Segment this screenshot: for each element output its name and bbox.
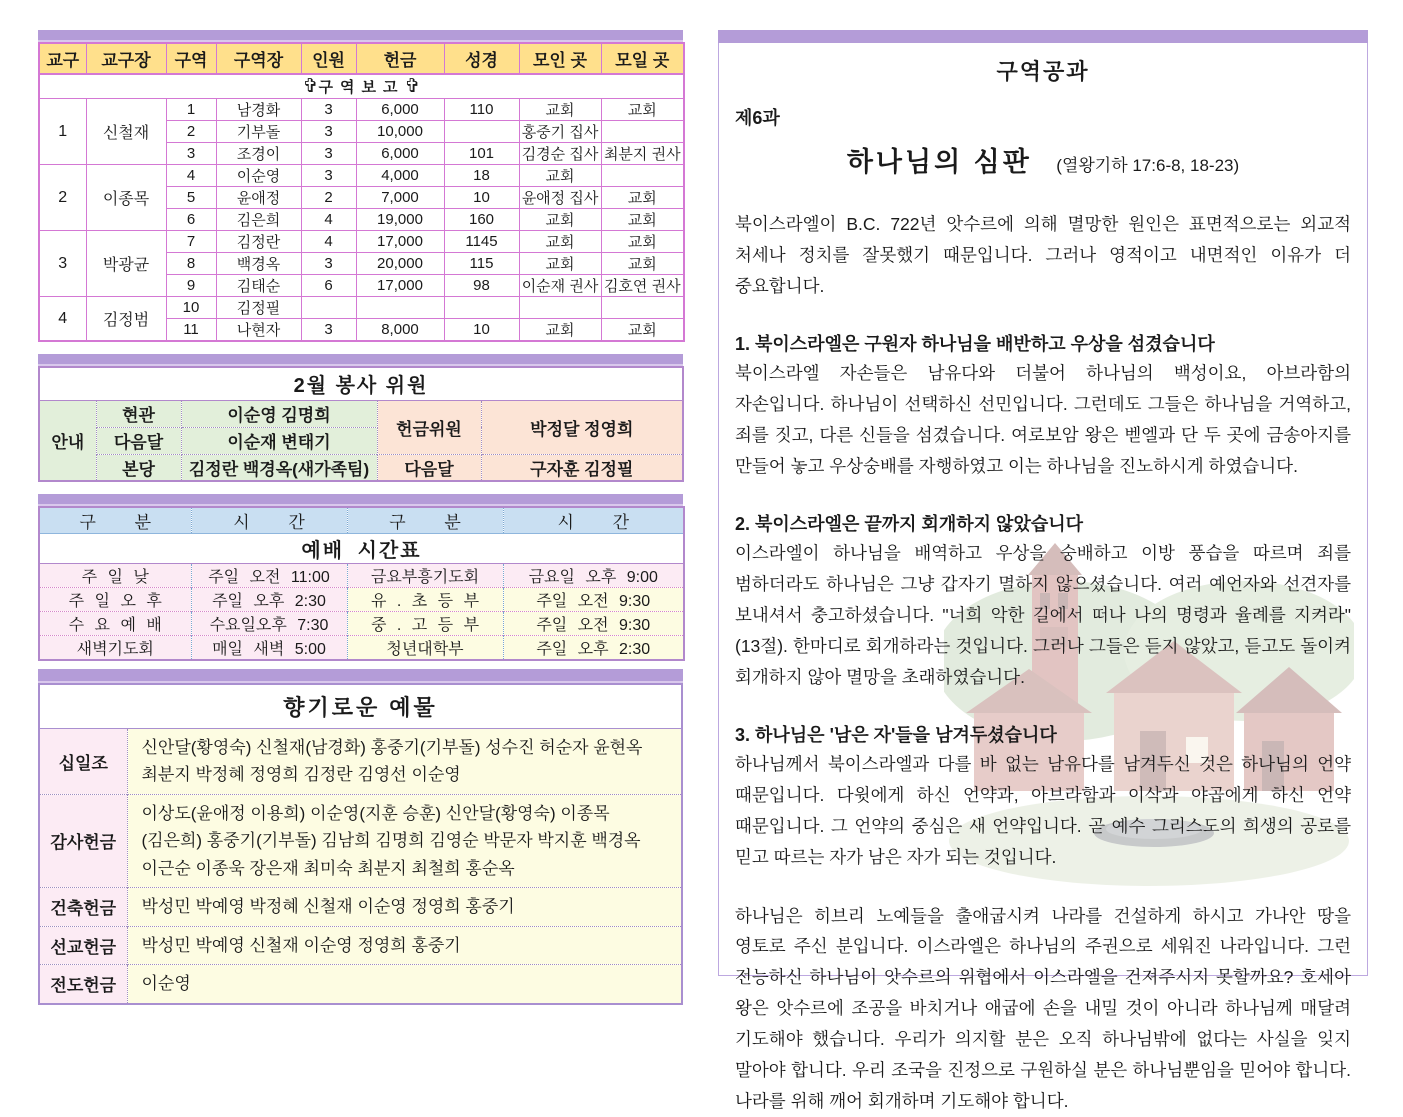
report-cell: 4,000 (356, 165, 444, 187)
divider-bar (38, 669, 683, 683)
report-cell: 3 (301, 253, 356, 275)
report-cell: 교회 (519, 165, 601, 187)
report-cell: 6 (166, 209, 216, 231)
report-cell: 교회 (601, 187, 684, 209)
schedule-cell: 수 요 예 배 (39, 612, 191, 636)
offering-names: 신안달(황영숙) 신철재(남경화) 홍중기(기부돌) 성수진 허순자 윤현옥 최분지 박정혜 정영희 김정란 김영선 이순영 (127, 728, 682, 794)
schedule-row (39, 612, 684, 636)
offering-names: 이상도(윤애정 이용희) 이순영(지훈 승훈) 신안달(황영숙) 이종목(김은희) 홍중기(기부돌) 김남희 김명희 김영순 박문자 박지훈 백경옥 이근순 이종욱 장은재 최미숙 최분지 최철희 홍순옥 (127, 794, 682, 888)
offering-label: 전도헌금 (39, 965, 127, 1004)
schedule-cell: 주 일 낮 (39, 564, 191, 588)
schedule-column-header: 시 간 (191, 507, 347, 534)
report-column-header: 교구 (39, 43, 86, 74)
district-report-table (38, 42, 685, 342)
report-row (39, 99, 684, 121)
schedule-cell: 금요부흥기도회 (347, 564, 503, 588)
schedule-header-row (39, 507, 684, 534)
report-cell: 윤애정 (216, 187, 301, 209)
schedule-title: 예배 시간표 (39, 534, 684, 564)
report-cell: 4 (166, 165, 216, 187)
report-cell: 101 (444, 143, 519, 165)
report-cell: 9 (166, 275, 216, 297)
schedule-cell: 수요일오후 7:30 (191, 612, 347, 636)
divider-bar (718, 30, 1368, 43)
service-next-names: 구자훈 김정필 (481, 454, 683, 481)
report-cell: 교회 (601, 253, 684, 275)
report-title (39, 74, 684, 99)
schedule-cell: 주일 오후 2:30 (503, 636, 684, 661)
report-row (39, 231, 684, 253)
report-cell: 최분지 권사 (601, 143, 684, 165)
schedule-column-header: 구 분 (39, 507, 191, 534)
report-cell: 윤애정 집사 (519, 187, 601, 209)
offering-names: 박성민 박예영 박정혜 신철재 이순영 정영희 홍중기 (127, 888, 682, 927)
report-cell: 교회 (519, 99, 601, 121)
report-cell: 3 (301, 99, 356, 121)
offering-row (39, 888, 682, 927)
offerings-title: 향기로운 예물 (39, 684, 682, 728)
report-cell: 교회 (601, 209, 684, 231)
report-cell: 160 (444, 209, 519, 231)
district-leader: 박광균 (86, 231, 166, 297)
report-cell: 2 (301, 187, 356, 209)
report-cell: 20,000 (356, 253, 444, 275)
report-cell: 나현자 (216, 319, 301, 342)
report-cell (444, 121, 519, 143)
left-column (38, 30, 683, 1005)
report-cell (601, 165, 684, 187)
report-cell: 8 (166, 253, 216, 275)
report-cell: 백경옥 (216, 253, 301, 275)
schedule-column-header: 구 분 (347, 507, 503, 534)
schedule-row (39, 564, 684, 588)
district-number: 2 (39, 165, 86, 231)
report-cell: 김태순 (216, 275, 301, 297)
report-cell: 김은희 (216, 209, 301, 231)
section-body: 이스라엘이 하나님을 배역하고 우상을 숭배하고 이방 풍습을 따르며 죄를 범하더라도 하나님은 그냥 갑자기 멸하지 않으셨습니다. 여러 예언자와 선견자를 보내셔서 충고하셨습니다. "너희 악한 길에서 떠나 나의 명령과 율례를 지켜라"(13절). 한마디로 회개하라는 것입니다. 그러나 그들은 듣지 않았고, 듣고도 돌이켜 회개하지 않아 멸망을 초래하였습니다. (735, 538, 1351, 693)
report-cell: 6,000 (356, 99, 444, 121)
report-cell: 98 (444, 275, 519, 297)
schedule-row (39, 636, 684, 661)
page-title: 구역공과 (735, 55, 1351, 86)
report-cell: 3 (166, 143, 216, 165)
report-column-header: 성경 (444, 43, 519, 74)
report-cell: 11 (166, 319, 216, 342)
section-body: 하나님께서 북이스라엘과 다를 바 없는 남유다를 남겨두신 것은 하나님의 언약 때문입니다. 다윗에게 하신 언약과, 아브라함과 이삭과 야곱에게 하신 언약 때문입니다. 그 언약의 중심은 새 언약입니다. 곧 예수 그리스도의 희생의 공로를 믿고 따르는 자가 남은 자가 되는 것입니다. (735, 749, 1351, 873)
report-cell (301, 297, 356, 319)
section-heading: 2. 북이스라엘은 끝까지 회개하지 않았습니다 (735, 510, 1351, 536)
section-heading: 1. 북이스라엘은 구원자 하나님을 배반하고 우상을 섬겼습니다 (735, 330, 1351, 356)
district-number: 3 (39, 231, 86, 297)
offering-committee-names: 박정달 정영희 (481, 400, 683, 454)
table-row (39, 454, 683, 481)
worship-schedule-table (38, 506, 685, 661)
report-cell: 교회 (519, 209, 601, 231)
report-cell: 19,000 (356, 209, 444, 231)
table-row (39, 43, 684, 74)
schedule-cell: 주일 오전 9:30 (503, 588, 684, 612)
report-cell: 김정란 (216, 231, 301, 253)
offering-committee-label: 헌금위원 (377, 400, 481, 454)
report-row (39, 165, 684, 187)
report-cell: 조경이 (216, 143, 301, 165)
schedule-cell: 주일 오전 11:00 (191, 564, 347, 588)
offerings-table (38, 683, 683, 1005)
schedule-cell: 금요일 오후 9:00 (503, 564, 684, 588)
district-leader: 신철재 (86, 99, 166, 165)
report-cell: 18 (444, 165, 519, 187)
lesson-closing: 하나님은 히브리 노예들을 출애굽시켜 나라를 건설하게 하시고 가나안 땅을 영토로 주신 분입니다. 이스라엘은 하나님의 주권으로 세워진 나라입니다. 그런 전능하신 하나님이 앗수르의 위협에서 이스라엘을 건져주시지 못할까요? 호세아 왕은 앗수르에 조공을 바치거나 애굽에 손을 내밀 것이 아니라 하나님께 매달려 기도해야 했습니다. 우리가 의지할 분은 오직 하나님밖에 없다는 사실을 잊지 말아야 합니다. 우리 조국을 진정으로 구원하실 분은 하나님뿐임을 믿어야 합니다. 나라를 위해 깨어 회개하며 기도해야 합니다. (735, 901, 1351, 1117)
lesson-page (718, 30, 1368, 976)
district-leader: 김정범 (86, 297, 166, 342)
report-cell: 3 (301, 143, 356, 165)
schedule-row (39, 588, 684, 612)
report-cell: 10 (444, 319, 519, 342)
schedule-title-row (39, 534, 684, 564)
offering-label: 십일조 (39, 728, 127, 794)
report-cell: 교회 (519, 319, 601, 342)
report-cell: 2 (166, 121, 216, 143)
report-cell: 7 (166, 231, 216, 253)
report-cell: 홍중기 집사 (519, 121, 601, 143)
schedule-cell: 청년대학부 (347, 636, 503, 661)
offering-row (39, 965, 682, 1004)
report-cell: 교회 (519, 253, 601, 275)
report-cell: 115 (444, 253, 519, 275)
report-cell: 교회 (601, 231, 684, 253)
report-cell: 교회 (519, 231, 601, 253)
service-slot: 다음달 (96, 427, 181, 454)
report-cell: 10,000 (356, 121, 444, 143)
schedule-cell: 주 일 오 후 (39, 588, 191, 612)
report-column-header: 모인 곳 (519, 43, 601, 74)
report-cell: 김호연 권사 (601, 275, 684, 297)
offering-label: 감사헌금 (39, 794, 127, 888)
district-number: 1 (39, 99, 86, 165)
report-cell: 17,000 (356, 275, 444, 297)
report-cell: 6 (301, 275, 356, 297)
service-slot: 본당 (96, 454, 181, 481)
report-cell (519, 297, 601, 319)
report-cell: 10 (166, 297, 216, 319)
offering-label: 선교헌금 (39, 926, 127, 965)
report-cell: 8,000 (356, 319, 444, 342)
offering-row (39, 926, 682, 965)
scripture-reference: (열왕기하 17:6-8, 18-23) (1056, 156, 1239, 175)
report-row (39, 297, 684, 319)
report-cell: 1 (166, 99, 216, 121)
lesson-intro: 북이스라엘이 B.C. 722년 앗수르에 의해 멸망한 원인은 표면적으로는 외교적 처세나 정치를 잘못했기 때문입니다. 그러나 영적이고 내면적인 이유가 더 중요합니다. (735, 209, 1351, 302)
report-column-header: 구역 (166, 43, 216, 74)
report-cell: 3 (301, 319, 356, 342)
offering-names: 박성민 박예영 신철재 이순영 정영희 홍중기 (127, 926, 682, 965)
offering-row (39, 794, 682, 888)
section-heading: 3. 하나님은 '남은 자'들을 남겨두셨습니다 (735, 721, 1351, 747)
report-cell (356, 297, 444, 319)
report-cell: 김경순 집사 (519, 143, 601, 165)
divider-bar (38, 354, 683, 366)
service-names: 이순재 변태기 (181, 427, 377, 454)
report-cell: 1145 (444, 231, 519, 253)
report-cell: 110 (444, 99, 519, 121)
cross-icon: ✞ (303, 76, 319, 97)
cross-icon: ✞ (404, 76, 420, 97)
schedule-cell: 주일 오전 9:30 (503, 612, 684, 636)
service-slot: 현관 (96, 400, 181, 427)
lesson-heading-line (735, 140, 1351, 179)
report-column-header: 교구장 (86, 43, 166, 74)
report-column-header: 인원 (301, 43, 356, 74)
report-cell: 김정필 (216, 297, 301, 319)
lesson-number: 제6과 (735, 104, 1351, 130)
service-names: 이순영 김명희 (181, 400, 377, 427)
report-cell: 이순영 (216, 165, 301, 187)
offerings-title-row (39, 684, 682, 728)
offering-names: 이순영 (127, 965, 682, 1004)
schedule-column-header: 시 간 (503, 507, 684, 534)
report-title-text: 구역보고 (319, 79, 405, 96)
schedule-cell: 새벽기도회 (39, 636, 191, 661)
report-cell: 10 (444, 187, 519, 209)
report-cell: 3 (301, 121, 356, 143)
offering-label: 건축헌금 (39, 888, 127, 927)
report-cell: 6,000 (356, 143, 444, 165)
divider-bar (38, 30, 683, 42)
service-title-row (39, 367, 683, 400)
report-cell: 4 (301, 209, 356, 231)
lesson-panel (718, 43, 1368, 976)
report-cell (444, 297, 519, 319)
section-body: 북이스라엘 자손들은 남유다와 더불어 하나님의 백성이요, 아브라함의 자손입니다. 하나님이 선택하신 선민입니다. 그런데도 그들은 하나님을 거역하고, 죄를 짓고, 다른 신들을 섬겼습니다. 여로보암 왕은 벧엘과 단 두 곳에 금송아지를 만들어 놓고 우상숭배를 자행하였고 이는 하나님을 진노하시게 하였습니다. (735, 358, 1351, 482)
service-committee-table (38, 366, 684, 482)
service-next-label: 다음달 (377, 454, 481, 481)
report-cell: 기부돌 (216, 121, 301, 143)
report-cell: 교회 (601, 99, 684, 121)
table-row (39, 400, 683, 427)
report-cell (601, 121, 684, 143)
offering-row (39, 728, 682, 794)
report-cell: 7,000 (356, 187, 444, 209)
district-leader: 이종목 (86, 165, 166, 231)
report-cell: 4 (301, 231, 356, 253)
report-title-row (39, 74, 684, 99)
report-cell: 17,000 (356, 231, 444, 253)
schedule-cell: 주일 오후 2:30 (191, 588, 347, 612)
report-column-header: 구역장 (216, 43, 301, 74)
report-cell: 5 (166, 187, 216, 209)
schedule-cell: 중 . 고 등 부 (347, 612, 503, 636)
report-header-row (39, 43, 684, 74)
schedule-cell: 매일 새벽 5:00 (191, 636, 347, 661)
service-title: 2월 봉사 위원 (39, 367, 683, 400)
report-cell (601, 297, 684, 319)
report-cell: 3 (301, 165, 356, 187)
service-left-label: 안내 (39, 400, 96, 481)
table-row (39, 507, 684, 534)
divider-bar (38, 494, 683, 506)
report-cell: 이순재 권사 (519, 275, 601, 297)
report-column-header: 모일 곳 (601, 43, 684, 74)
district-number: 4 (39, 297, 86, 342)
report-cell: 남경화 (216, 99, 301, 121)
lesson-heading: 하나님의 심판 (847, 147, 1032, 177)
schedule-cell: 유 . 초 등 부 (347, 588, 503, 612)
service-names: 김정란 백경옥(새가족팀) (181, 454, 377, 481)
report-cell: 교회 (601, 319, 684, 342)
report-column-header: 헌금 (356, 43, 444, 74)
